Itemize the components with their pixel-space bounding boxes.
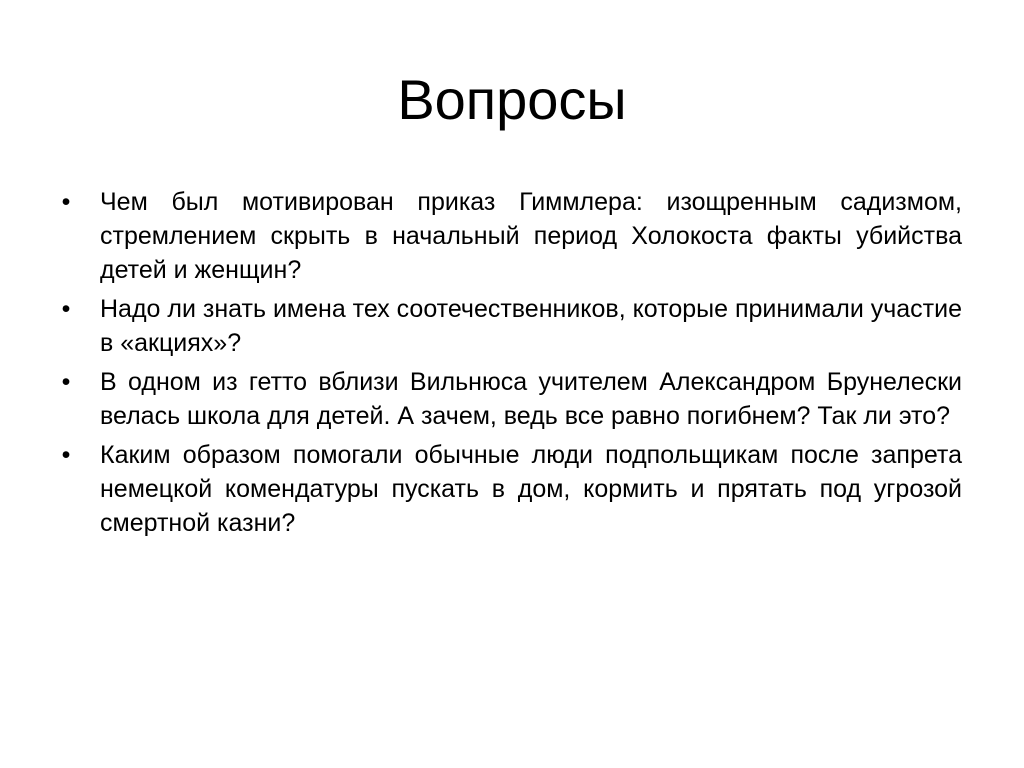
bullet-dot-icon: • [61, 188, 71, 216]
slide-title: Вопросы [397, 68, 627, 131]
bullet-text: В одном из гетто вблизи Вильнюса учителем Александром Брунелески велась школа для детей. А зачем, ведь все равно погибнем? Так ли это? [100, 368, 962, 430]
bullet-dot-icon: • [61, 368, 71, 396]
bullet-dot-icon: • [61, 295, 71, 323]
bullet-item-3 [56, 365, 962, 433]
bullet-list [56, 185, 962, 545]
bullet-text: Каким образом помогали обычные люди подпольщикам после запрета немецкой комендатуры пускать в дом, кормить и прятать под угрозой смертной казни? [100, 441, 962, 537]
bullet-text: Чем был мотивирован приказ Гиммлера: изощренным садизмом, стремлением скрыть в начальный период Холокоста факты убийства детей и женщин? [100, 188, 962, 284]
bullet-text: Надо ли знать имена тех соотечественников, которые принимали участие в «акциях»? [100, 295, 962, 357]
bullet-dot-icon: • [61, 441, 71, 469]
bullet-item-1 [56, 185, 962, 287]
bullet-item-4 [56, 438, 962, 540]
bullet-item-2 [56, 292, 962, 360]
